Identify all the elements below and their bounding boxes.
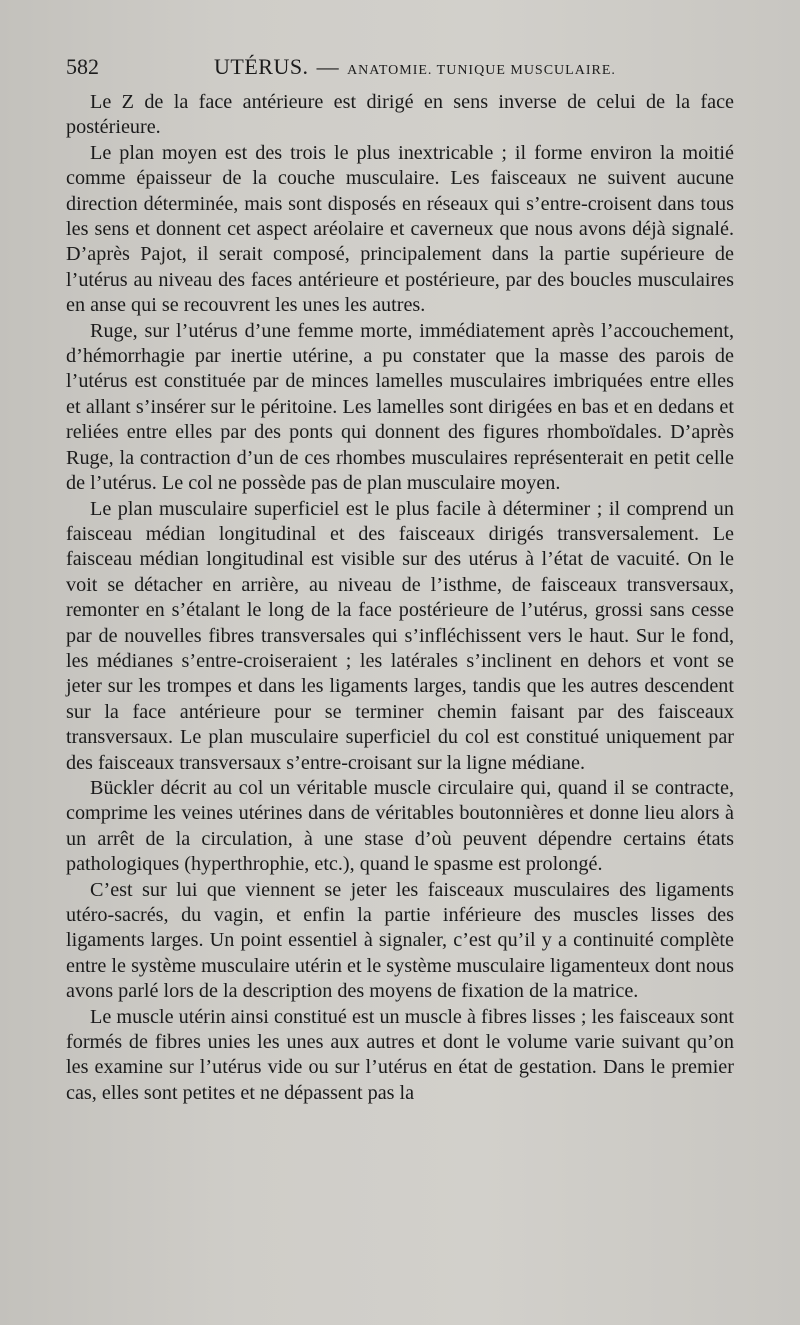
running-title-sub: ANATOMIE. TUNIQUE MUSCULAIRE. [347,63,616,78]
running-title-main: UTÉRUS. [214,54,309,79]
running-header [66,54,734,86]
paragraph: Le Z de la face antérieure est dirigé en sens inverse de celui de la face postérieure. [66,91,734,139]
paragraph: Le plan moyen est des trois le plus inextricable ; il forme environ la moitié comme épaisseur de la couche musculaire. Les faisceaux ne suivent aucune direction déterminée, mais sont disposés en réseaux qui s’entre-croisent dans tous les sens et donnent cet aspect aréolaire et caverneux que nous avons déjà signalé. D’après Pajot, il serait composé, principalement dans la partie supérieure de l’utérus au niveau des faces antérieure et postérieure, par des boucles musculaires en anse qui se recouvrent les unes les autres. [66,141,734,317]
paragraph: Ruge, sur l’utérus d’une femme morte, immédiatement après l’accouchement, d’hémorrhagie par inertie utérine, a pu constater que la masse des parois de l’utérus est constituée par de minces lamelles musculaires imbriquées entre elles et allant s’insérer sur le péritoine. Les lamelles sont dirigées en bas et en dedans et reliées entre elles par des ponts qui donnent des figures rhomboïdales. D’après Ruge, la contraction d’un de ces rhombes musculaires représenterait en petit celle de l’utérus. Le col ne possède pas de plan musculaire moyen. [66,319,734,495]
paragraph: Le muscle utérin ainsi constitué est un muscle à fibres lisses ; les faisceaux sont formés de fibres unies les unes aux autres et dont le volume varie suivant qu’on les examine sur l’utérus vide ou sur l’utérus en état de gestation. Dans le premier cas, elles sont petites et ne dépassent pas la [66,1005,734,1104]
running-title [214,54,616,80]
page-number: 582 [66,54,99,79]
paragraph: C’est sur lui que viennent se jeter les faisceaux musculaires des ligaments utéro-sacrés, du vagin, et enfin la partie inférieure des muscles lisses des ligaments larges. Un point essentiel à signaler, c’est qu’il y a continuité complète entre le système musculaire utérin et le système musculaire ligamenteux dont nous avons parlé lors de la description des moyens de fixation de la matrice. [66,878,734,1003]
running-title-separator: — [316,54,340,79]
body-text [66,90,734,1106]
paragraph: Le plan musculaire superficiel est le plus facile à déterminer ; il comprend un faisceau médian longitudinal et des faisceaux dirigés transversalement. Le faisceau médian longitudinal est visible sur des utérus à l’état de vacuité. On le voit se détacher en arrière, au niveau de l’isthme, de faisceaux transversaux, remonter en s’étalant le long de la face postérieure de l’utérus, grossi sans cesse par de nouvelles fibres transversales qui s’infléchissent vers le haut. Sur le fond, les médianes s’entre-croiseraient ; les latérales s’inclinent en dehors et vont se jeter sur les trompes et dans les ligaments larges, tandis que les autres descendent sur la face antérieure pour se terminer chemin faisant par des faisceaux transversaux. Le plan musculaire superficiel du col est constitué uniquement par des faisceaux transversaux s’entre-croisant sur la ligne médiane. [66,497,734,774]
paragraph: Bückler décrit au col un véritable muscle circulaire qui, quand il se contracte, comprime les veines utérines dans de véritables boutonnières et donne lieu alors à un arrêt de la circulation, à une stase d’où peuvent dépendre certains états pathologiques (hyperthrophie, etc.), quand le spasme est prolongé. [66,776,734,876]
